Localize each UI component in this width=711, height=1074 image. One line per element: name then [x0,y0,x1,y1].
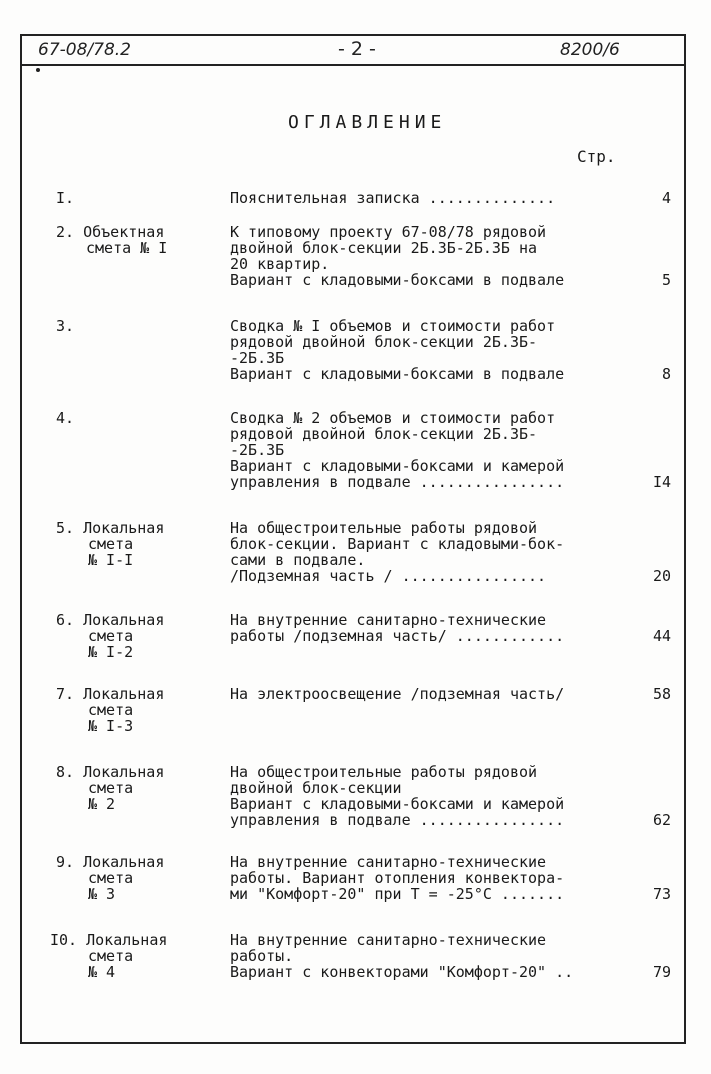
toc-entry-number: 7. Локальная [56,685,165,703]
toc-entry-description-line: рядовой двойной блок-секции 2Б.3Б- [230,333,538,351]
toc-entry-description [230,318,625,382]
toc-entry-doc-type: смета № I [86,239,168,257]
toc-entry-description-line: работы. [230,947,294,965]
toc-entry-description [230,932,625,980]
toc-entry-number: 8. Локальная [56,763,165,781]
toc-entry-number: I0. Локальная [50,931,168,949]
toc-entry-doc-type: смета [88,535,134,553]
toc-entry-description-line: -2Б.3Б [230,441,285,459]
toc-entry-doc-type: № 2 [88,795,116,813]
toc-entry-description-line: На общестроительные работы рядовой [230,763,538,781]
toc-entry-description-line: На внутренние санитарно-технические [230,853,547,871]
toc-entry-number: 3. [56,317,75,335]
toc-entry-number: 4. [56,409,75,427]
toc-entry-description [230,224,625,288]
toc-entry-description-line: управления в подвале ................ [230,811,565,829]
document-code-right: 8200/6 [560,40,620,60]
toc-entry-description-line: двойной блок-секции [230,779,402,797]
toc-entry-page: 58 [652,685,671,703]
toc-entry-description-line: На внутренние санитарно-технические [230,931,547,949]
toc-entry-description [230,410,625,490]
toc-entry-doc-type: смета [88,947,134,965]
toc-entry-description [230,686,625,702]
toc-entry-page: 73 [652,885,671,903]
toc-entry-description-line: Вариант с конвекторами "Комфорт-20" .. [230,963,574,981]
toc-entry-description-line: рядовой двойной блок-секции 2Б.3Б- [230,425,538,443]
toc-entry-description-line: Вариант с кладовыми-боксами в подвале [230,271,565,289]
toc-entry-description [230,764,625,828]
toc-entry-doc-type: смета [88,869,134,887]
toc-entry-doc-type: № 3 [88,885,116,903]
toc-entry-description-line: работы /подземная часть/ ............ [230,627,565,645]
toc-entry-doc-type: смета [88,779,134,797]
toc-entry-description-line: 20 квартир. [230,255,330,273]
toc-entry-description-line: Вариант с кладовыми-боксами в подвале [230,365,565,383]
toc-entry-page: 5 [661,271,671,289]
toc-entry-description-line: блок-секции. Вариант с кладовыми-бок- [230,535,565,553]
toc-entry-number: I. [56,189,75,207]
toc-title: ОГЛАВЛЕНИЕ [288,112,447,133]
page-column-label: Стр. [577,147,616,166]
toc-entry-description-line: двойной блок-секции 2Б.3Б-2Б.3Б на [230,239,538,257]
page-number: - 2 - [338,38,376,60]
toc-entry-doc-type: смета [88,627,134,645]
toc-entry-number: 6. Локальная [56,611,165,629]
toc-entry-description-line: Сводка № I объемов и стоимости работ [230,317,556,335]
toc-entry-page: 20 [652,567,671,585]
toc-entry-description-line: На общестроительные работы рядовой [230,519,538,537]
toc-entry-description-line: Вариант с кладовыми-боксами и камерой [230,795,565,813]
toc-entry-page: I4 [652,473,671,491]
toc-entry-number: 9. Локальная [56,853,165,871]
toc-entry-description-line: ми "Комфорт-20" при Т = -25°С ....... [230,885,565,903]
toc-entry-description-line: На внутренние санитарно-технические [230,611,547,629]
toc-entry-description [230,520,625,584]
toc-entry-description [230,854,625,902]
toc-entry-doc-type: смета [88,701,134,719]
toc-entry-page: 79 [652,963,671,981]
toc-entry-description-line: Вариант с кладовыми-боксами и камерой [230,457,565,475]
toc-entry-page: 62 [652,811,671,829]
toc-entry-description-line: управления в подвале ................ [230,473,565,491]
toc-entry-doc-type: № I-2 [88,643,134,661]
toc-entry-doc-type: № 4 [88,963,116,981]
toc-entry-description-line: К типовому проекту 67-08/78 рядовой [230,223,547,241]
toc-entry-description-line: работы. Вариант отопления конвектора- [230,869,565,887]
toc-entry-number: 5. Локальная [56,519,165,537]
toc-entry-page: 8 [661,365,671,383]
toc-entry-description-line: /Подземная часть / ................ [230,567,547,585]
toc-entry-description-line: сами в подвале. [230,551,366,569]
toc-entry-description [230,612,625,644]
header-divider [20,64,686,66]
ink-dot [36,68,40,72]
toc-entry-page: 4 [661,189,671,207]
toc-entry-doc-type: № I-3 [88,717,134,735]
toc-entry-doc-type: № I-I [88,551,134,569]
toc-entry-page: 44 [652,627,671,645]
toc-entry-description-line: Пояснительная записка .............. [230,189,556,207]
toc-entry-description-line: На электроосвещение /подземная часть/ [230,685,565,703]
toc-entry-number: 2. Объектная [56,223,165,241]
document-code-left: 67-08/78.2 [38,40,131,60]
toc-entry-description [230,190,625,206]
toc-entry-description-line: Сводка № 2 объемов и стоимости работ [230,409,556,427]
toc-entry-description-line: -2Б.3Б [230,349,285,367]
